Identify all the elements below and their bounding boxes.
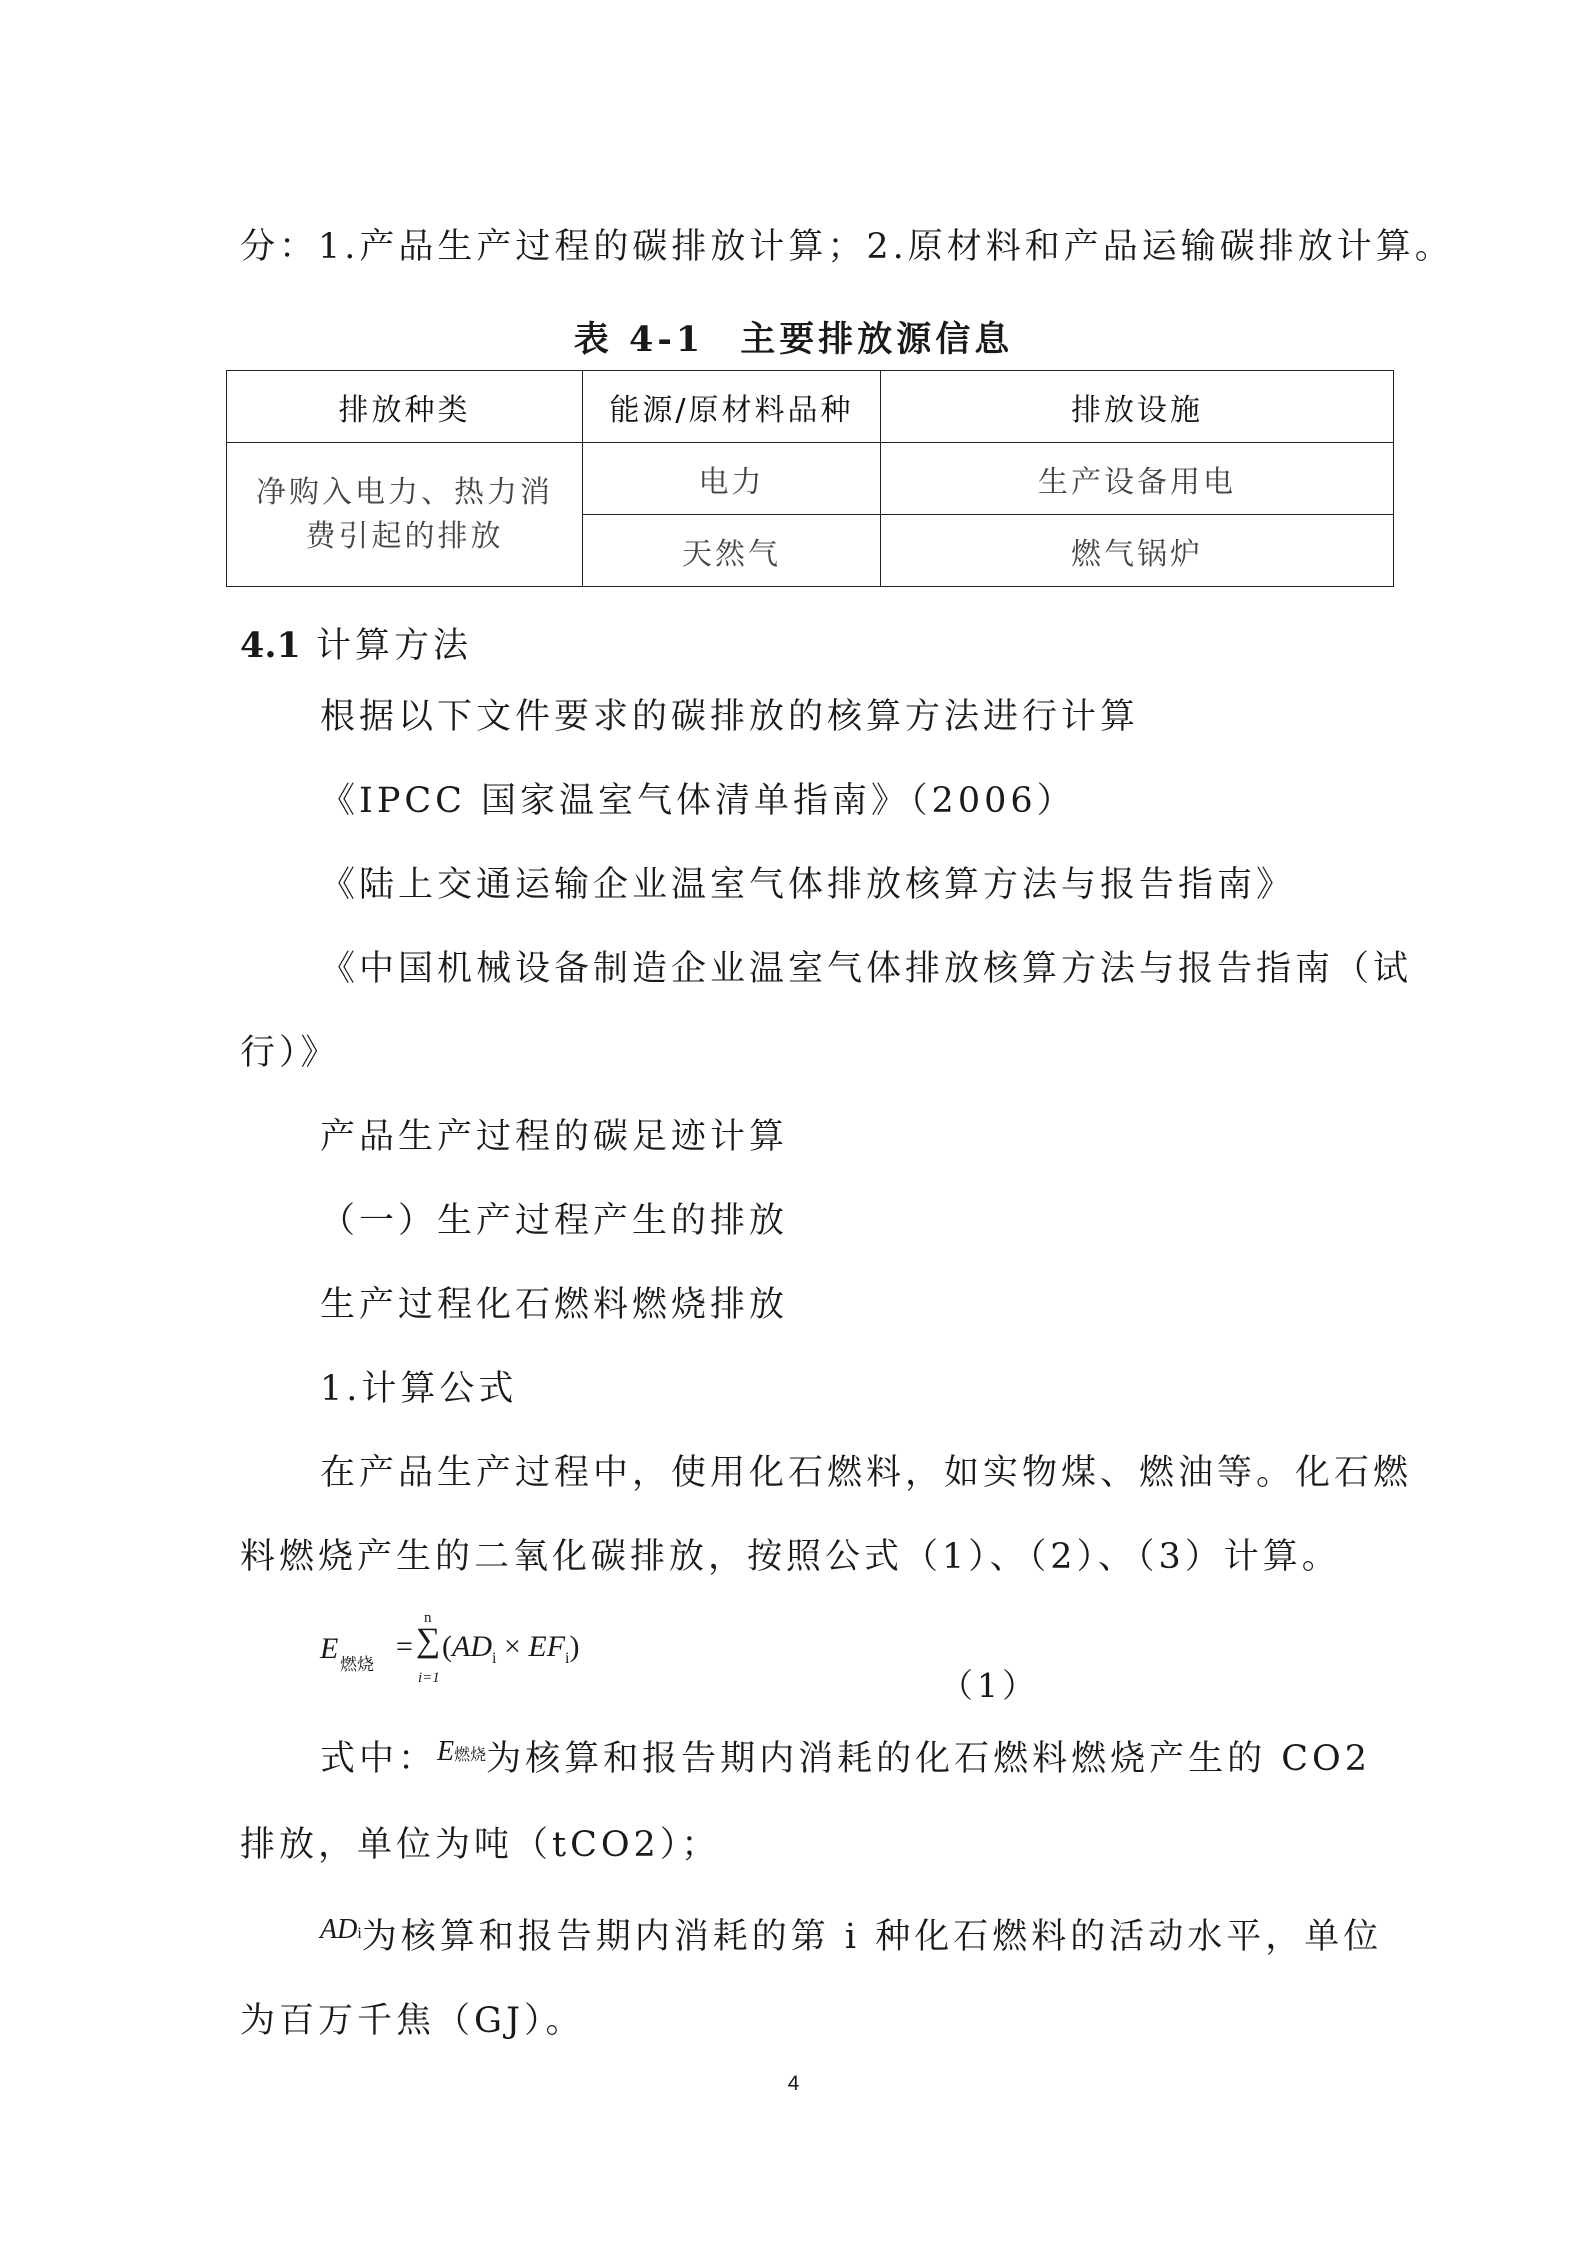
explanation-text: 为核算和报告期内消耗的第 i 种化石燃料的活动水平，单位	[361, 1917, 1383, 1957]
explanation-ad-cont: 为百万千焦（GJ）。	[240, 2001, 585, 2041]
explanation-symbol	[437, 1736, 486, 1767]
formula-paren-open: (	[442, 1630, 452, 1663]
table-header-cell: 排放种类	[227, 371, 583, 443]
explanation-symbol	[320, 1914, 362, 1945]
table-header-cell: 排放设施	[881, 371, 1394, 443]
formula-subscript: 燃烧	[340, 1655, 374, 1674]
table-caption	[0, 312, 1587, 362]
reference-ipcc: 《IPCC 国家温室气体清单指南》（2006）	[320, 781, 1076, 821]
formula-equals: =	[396, 1630, 413, 1663]
formula-paren-close: )	[569, 1630, 580, 1663]
table-header-row	[227, 371, 1394, 443]
formula-1	[320, 1610, 620, 1690]
table-cell-facility: 生产设备用电	[881, 443, 1394, 515]
table-header-cell: 能源/原材料品种	[583, 371, 881, 443]
formula-body	[442, 1630, 579, 1668]
formula-ef: EF	[528, 1630, 566, 1663]
table-row	[227, 443, 1394, 515]
paragraph: 料燃烧产生的二氧化碳排放，按照公式（1）、（2）、（3）计算。	[240, 1537, 1341, 1577]
equation-number: （1）	[940, 1666, 1039, 1705]
symbol-e: E	[437, 1736, 455, 1767]
table-cell-energy: 电力	[583, 443, 881, 515]
section-number: 4.1	[240, 625, 301, 666]
formula-ad-subscript: i	[492, 1650, 497, 1667]
formula-times: ×	[496, 1630, 529, 1663]
explanation-ad	[320, 1914, 1383, 1957]
table-caption-title: 主要排放源信息	[740, 319, 1014, 360]
formula-lower-limit: i=1	[418, 1670, 440, 1686]
section-heading	[240, 618, 472, 668]
symbol-ad: AD	[320, 1914, 358, 1945]
table-cell-category: 净购入电力、热力消费引起的排放	[227, 443, 583, 587]
paragraph: 产品生产过程的碳足迹计算	[320, 1117, 789, 1157]
reference-machinery-cont: 行）》	[240, 1033, 340, 1073]
paragraph: 根据以下文件要求的碳排放的核算方法进行计算	[320, 697, 1140, 737]
summation-icon: ∑	[416, 1622, 441, 1659]
explanation-text: 为核算和报告期内消耗的化石燃料燃烧产生的 CO2	[486, 1739, 1372, 1779]
formula-ef-subscript: i	[565, 1650, 570, 1667]
paragraph: 生产过程化石燃料燃烧排放	[320, 1285, 789, 1325]
paragraph: 1.计算公式	[320, 1369, 518, 1409]
explanation-prefix: 式中：	[320, 1739, 438, 1779]
formula-symbol-e: E	[320, 1632, 339, 1665]
paragraph: 在产品生产过程中，使用化石燃料，如实物煤、燃油等。化石燃	[320, 1453, 1413, 1493]
table-cell-energy: 天然气	[583, 515, 881, 587]
table-caption-number: 表 4-1	[573, 319, 705, 360]
paragraph: （一）生产过程产生的排放	[320, 1201, 789, 1241]
intro-line: 分：1.产品生产过程的碳排放计算；2.原材料和产品运输碳排放计算。	[240, 227, 1454, 267]
formula-upper-limit: n	[424, 1610, 432, 1626]
reference-transport: 《陆上交通运输企业温室气体排放核算方法与报告指南》	[320, 865, 1296, 905]
explanation-e-cont: 排放，单位为吨（tCO2）；	[240, 1825, 721, 1865]
symbol-subscript: 燃烧	[454, 1747, 487, 1764]
emission-source-table	[226, 370, 1394, 587]
symbol-subscript: i	[357, 1925, 362, 1942]
section-title: 计算方法	[316, 626, 473, 666]
explanation-e	[320, 1736, 1372, 1779]
table-cell-facility: 燃气锅炉	[881, 515, 1394, 587]
page-number: 4	[787, 2072, 800, 2095]
formula-ad: AD	[452, 1630, 492, 1663]
reference-machinery: 《中国机械设备制造企业温室气体排放核算方法与报告指南（试	[320, 949, 1413, 989]
